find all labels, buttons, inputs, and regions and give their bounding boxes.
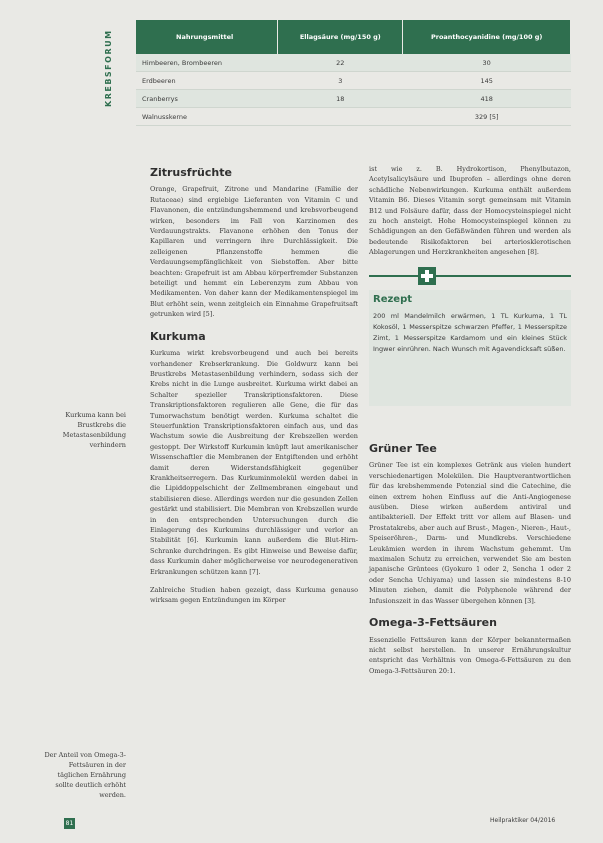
- right-column-bottom: [369, 444, 571, 676]
- table-cell: Erdbeeren: [136, 72, 278, 90]
- table-row: [136, 90, 571, 108]
- table-header-food: Nahrungsmittel: [136, 20, 278, 54]
- table-cell: Himbeeren, Brombeeren: [136, 54, 278, 72]
- margin-note-omega: Der Anteil von Omega-3-Fettsäuren in der täglichen Ernährung sollte deutlich erhöht werden.: [44, 751, 126, 799]
- rezept-divider: [369, 275, 571, 277]
- table-row: [136, 108, 571, 126]
- heading-zitrus: Zitrusfrüchte: [150, 166, 232, 179]
- table-row: [136, 72, 571, 90]
- table-cell: 30: [403, 54, 571, 72]
- heading-gruener-tee: Grüner Tee: [369, 442, 437, 455]
- table-cell: 145: [403, 72, 571, 90]
- paragraph-kurkuma-continued: ist wie z. B. Hydrokortison, Phenylbutazon, Acetylsalicylsäure und Ibuprofen – allerdings ohne deren schädliche Nebenwirkungen. Kurkuma enthält außerdem Vitamin B6. Dieses Vitamin sorgt gemeinsam mit Vitamin B12 und Folsäure dafür, dass der Homocysteinspiegel nicht zu hoch ansteigt. Hohe Homocysteinspiegel können zu Schädigungen an den Gefäßwänden führen und werden als bedeutende Risikofaktoren bei arteriosklerotischen Ablagerungen und Herzkrankheiten angesehen [8].: [369, 165, 571, 257]
- table-cell: Cranberrys: [136, 90, 278, 108]
- right-column-top: [369, 164, 571, 258]
- margin-note-kurkuma: Kurkuma kann bei Brustkrebs die Metastasenbildung verhindern: [62, 411, 126, 449]
- table-cell: [278, 108, 403, 126]
- table-cell: 3: [278, 72, 403, 90]
- paragraph-kurkuma-2: Zahlreiche Studien haben gezeigt, dass Kurkuma genauso wirksam gegen Entzündungen im Körper: [150, 586, 358, 605]
- paragraph-gruener-tee: Grüner Tee ist ein komplexes Getränk aus vielen hundert verschiedenartigen Molekülen. Die Hauptverantwortlichen für das krebshemmende Potenzial sind die Catechine, die einen extrem hohen Einfluss auf die Anti-Angiogenese ausüben. Diese wirken außerdem antiviral und antibakteriell. Der Effekt tritt vor allem auf Blasen- und Prostatakrebs, aber auch auf Brust-, Magen-, Nieren-, Haut-, Speiseröhren-, Darm- und Mundkrebs. Verschiedene Leukämien werden in ihrem Wachstum gehemmt. Um maximalen Schutz zu erreichen, verwendet Sie am besten japanische Grüntees (Gyokuro 1 oder 2, Sencha 1 oder 2 oder Sencha Uchiyama) und lassen sie mindestens 8-10 Minuten ziehen, damit die Polyphenole während der Infusionszeit in das Wasser übergehen können [3].: [369, 461, 571, 605]
- table-cell: 22: [278, 54, 403, 72]
- left-column: [150, 168, 358, 606]
- heading-omega: Omega-3-Fettsäuren: [369, 616, 497, 630]
- table-cell: Walnusskerne: [136, 108, 278, 126]
- table-header-ellagic: Ellagsäure (mg/150 g): [278, 20, 403, 54]
- nutrient-table: [136, 20, 571, 126]
- page-number: 81: [65, 820, 74, 827]
- paragraph-zitrus: Orange, Grapefruit, Zitrone und Mandarine (Familie der Rutaceae) sind ergiebige Lieferanten von Vitamin C und Flavanonen, die entzündungshemmend und krebsvorbeugend wirken, besonders im Fall von Karzinomen des Verdauungstrakts. Flavanone erhöhen den Tonus der Kapillaren und verringern ihre Durchlässigkeit. Die zelleigenen Pflanzenstoffe hemmen die Verdauungsempfänglichkeit von Siebstoffen. Aber bitte beachten: Grapefruit ist am Abbau körperfremder Substanzen beteiligt und hemmt ein Leberenzym zum Abbau von Medikamenten. Von daher kann der Medikamentenspiegel im Blut erhöht sein, wenn zeitgleich ein Einnahme Grapefruitsaft getrunken wird [5].: [150, 185, 358, 319]
- heading-rezept: Rezept: [373, 294, 413, 305]
- table-header-proantho: Proanthocyanidine (mg/100 g): [403, 20, 571, 54]
- table-cell: 418: [403, 90, 571, 108]
- table-cell: 18: [278, 90, 403, 108]
- paragraph-rezept: 200 ml Mandelmilch erwärmen, 1 TL Kurkuma, 1 TL Kokosöl, 1 Messerspitze schwarzen Pfeffer, 1 Messerspitze Zimt, 1 Messerspitze Kardamom und ein kleines Stück Ingwer einrühren. Nach Wunsch mit Agavendicksaft süßen.: [373, 312, 567, 353]
- footer-issue: Heilpraktiker 04/2016: [490, 817, 556, 824]
- section-side-label: KREBSFORUM: [104, 29, 113, 107]
- table-cell: 329 [5]: [403, 108, 571, 126]
- rezept-box: [369, 290, 571, 406]
- paragraph-omega: Essenzielle Fettsäuren kann der Körper bekanntermaßen nicht selbst herstellen. In unserer Ernährungskultur entspricht das Verhältnis von Omega-6-Fettsäuren zu den Omega-3-Fettsäuren 20:1.: [369, 635, 571, 675]
- plus-icon: [418, 267, 436, 285]
- paragraph-kurkuma: Kurkuma wirkt krebsvorbeugend und auch bei bereits vorhandener Krebserkrankung. Die Goldwurz kann bei Brustkrebs Metastasenbildung verhindern, sodass sich der Krebs nicht in die Lunge ausbreitet. Kurkuma wirkt dabei an Schalter spezieller Transkriptionsfaktoren. Diese Transkriptionsfaktoren regulieren alle Gene, die für das Tumorwachstum benötigt werden. Kurkuma schaltet die Steuerfunktion Transkriptionsfaktoren einfach aus, und das Wachstum sowie die Ausbreitung der Krebszellen werden gestoppt. Der Wirkstoff Kurkumin knüpft laut amerikanischer Wissenschaftler die Membranen der Entgiftenden und erhöht damit deren Widerstandsfähigkeit gegenüber Krankheitserregern. Das Kurkuminmolekül werden dabei in die Lipiddoppelschicht der Zellmembranen eingebaut und stabilisieren diese. Allerdings werden nur die gesunden Zellen gestärkt und stabilisiert. Die Membran von Krebszellen wurde in den entsprechenden Untersuchungen durch die Einlagerung des Kurkumins durchlässiger und verlor an Stabilität [6]. Kurkumin kann außerdem die Blut-Hirn-Schranke durchdringen. Es gibt Hinweise und Beweise dafür, dass Kurkumin daher möglicherweise vor neurodegenerativen Erkrankungen schützen kann [7].: [150, 349, 358, 576]
- heading-kurkuma: Kurkuma: [150, 329, 206, 343]
- table-row: [136, 54, 571, 72]
